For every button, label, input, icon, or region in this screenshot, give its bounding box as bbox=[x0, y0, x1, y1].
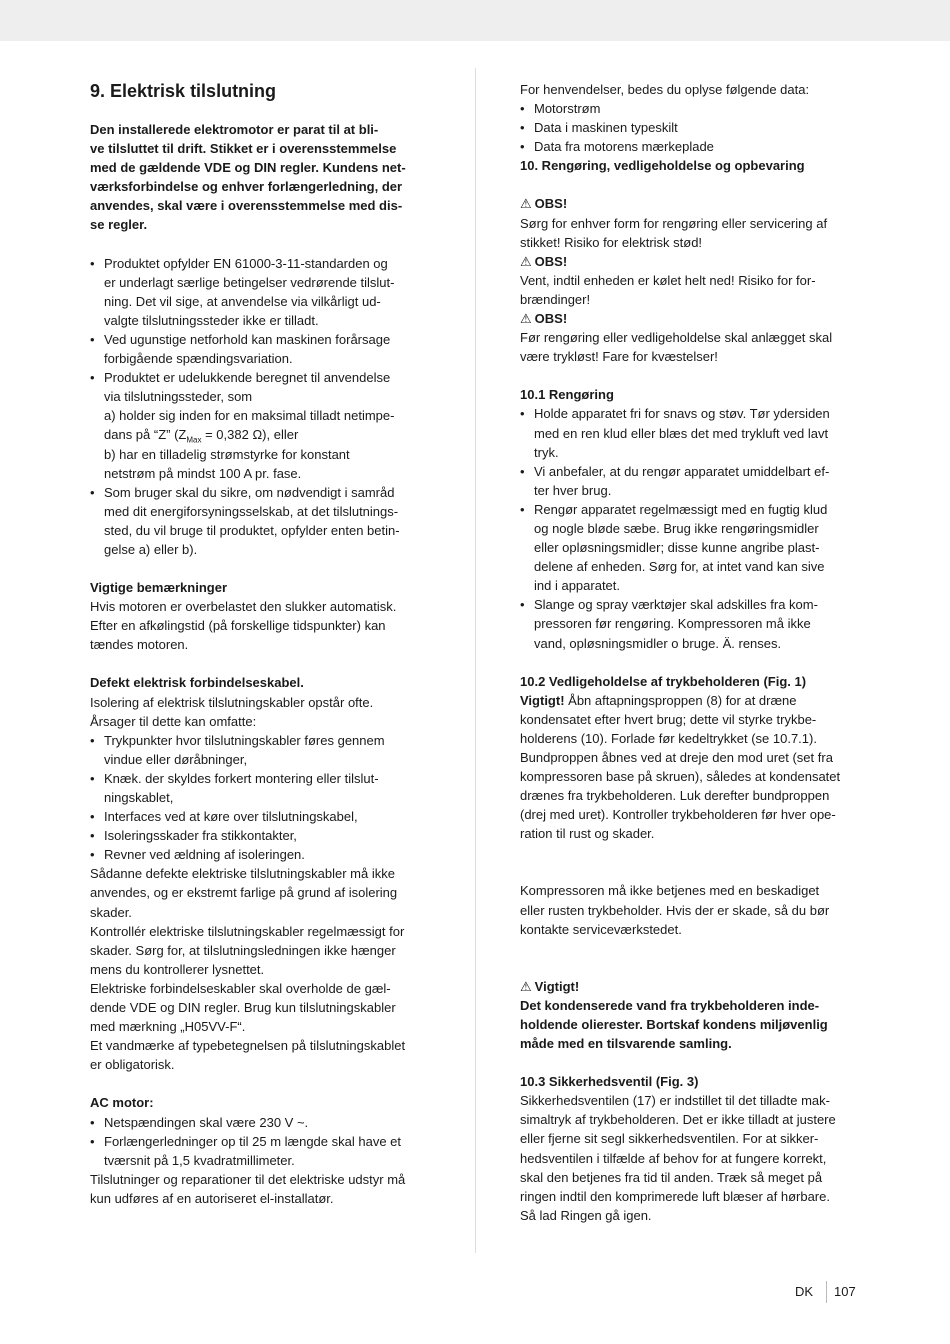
text-line: tværsnit på 1,5 kvadratmillimeter. bbox=[104, 1152, 295, 1168]
text-line: ningskablet, bbox=[104, 790, 174, 805]
left-column bbox=[90, 80, 430, 1208]
list-item: • Som bruger skal du sikre, om nødvendigt i samråd med dit energiforsyningsselskab, at det tilslutnings- sted, du vil bruge til produktet, opfylder enten betin- gelse a) eller b). bbox=[90, 483, 430, 559]
text-line: eller opløsningsmidler; disse kunne angribe plast- bbox=[534, 540, 820, 556]
text-line: Hvis motoren er overbelastet den slukker automatisk. bbox=[90, 599, 397, 615]
text-line: stikket! Risiko for elektrisk stød! bbox=[520, 234, 703, 250]
top-bar bbox=[0, 0, 950, 41]
text-line: hedsventilen i tilfælde af behov for at fungere korrekt, bbox=[520, 1150, 827, 1166]
text-line: sted, du vil bruge til produktet, opfylder enten betin- bbox=[104, 522, 400, 538]
cable-title: Defekt elektrisk forbindelseskabel. bbox=[90, 675, 304, 691]
text-line: Produktet er udelukkende beregnet til anvendelse bbox=[104, 370, 391, 386]
text-line: med mærkning „H05VV-F“. bbox=[90, 1019, 246, 1035]
text-line: Elektriske forbindelseskabler skal overholde de gæl- bbox=[90, 980, 391, 996]
text-line: er underlagt særlige betingelser vedrørende tilslut- bbox=[104, 274, 395, 290]
important-label-text: Vigtigt! bbox=[534, 978, 580, 994]
text-line: med en ren klud eller blæs det med trykluft ved lavt bbox=[534, 425, 829, 441]
text-line: eller fjerne sit segl sikkerhedsventilen. For at sikker- bbox=[520, 1131, 819, 1147]
text-line: tændes motoren. bbox=[90, 637, 189, 653]
text-line: Så lad Ringen gå igen. bbox=[520, 1207, 652, 1223]
list-item: • Trykpunkter hvor tilslutningskabler føres gennem vindue eller døråbninger, bbox=[90, 731, 430, 769]
text-line: tryk. bbox=[534, 444, 559, 460]
warning-triangle-icon: ⚠ bbox=[520, 311, 532, 327]
text-line: Årsager til dette kan omfatte: bbox=[90, 713, 257, 729]
intro-line: værksforbindelse og enhver forlængerledning, der bbox=[90, 179, 403, 195]
impedance-line bbox=[104, 425, 430, 444]
cable-bullets bbox=[90, 731, 430, 865]
text-line: Isolering af elektrisk tilslutningskabler opstår ofte. bbox=[90, 694, 374, 710]
list-item: • Forlængerledninger op til 25 m længde skal have et tværsnit på 1,5 kvadratmillimeter. bbox=[90, 1132, 430, 1170]
section-10-3-title: 10.3 Sikkerhedsventil (Fig. 3) bbox=[520, 1074, 699, 1090]
list-item: • Rengør apparatet regelmæssigt med en fugtig klud og nogle bløde sæbe. Brug ikke rengøringsmidler eller opløsningsmidler; disse kunne angribe plast- delene af enheden. Sørg for, at intet vand kan sive ind i apparatet. bbox=[520, 500, 865, 595]
text-line: Det kondenserede vand fra trykbeholderen inde- bbox=[520, 997, 820, 1013]
text-line: Sørg for enhver form for rengøring eller servicering af bbox=[520, 215, 828, 231]
warning-label bbox=[520, 194, 865, 213]
intro-line: se regler. bbox=[90, 217, 148, 233]
text-line: Kompressoren må ikke betjenes med en beskadiget bbox=[520, 883, 820, 899]
text-line: delene af enheden. Sørg for, at intet vand kan sive bbox=[534, 559, 825, 575]
text-line: kompressoren base på skruen), således at kondensatet bbox=[520, 769, 841, 785]
text-line: Motorstrøm bbox=[534, 101, 601, 117]
text-line: holderens (10). Forlade før kedeltrykket (se 10.7.1). bbox=[520, 730, 817, 746]
text-line: eller rusten trykbeholder. Hvis der er skade, så du bør bbox=[520, 902, 830, 918]
section-10-1-title: 10.1 Rengøring bbox=[520, 387, 614, 403]
text-line: måde med en tilsvarende samling. bbox=[520, 1036, 732, 1052]
text-line: (drej med uret). Kontroller trykbeholderen før hver ope- bbox=[520, 807, 836, 823]
list-item: • Ved ugunstige netforhold kan maskinen forårsage forbigående spændingsvariation. bbox=[90, 330, 430, 368]
text-line: og nogle bløde sæbe. Brug ikke rengøringsmidler bbox=[534, 520, 819, 536]
text-line: kontakte serviceværkstedet. bbox=[520, 921, 682, 937]
intro-line: Den installerede elektromotor er parat til at bli- bbox=[90, 122, 379, 137]
notes-title: Vigtige bemærkninger bbox=[90, 580, 228, 596]
text-line: Knæk. der skyldes forkert montering eller tilslut- bbox=[104, 770, 379, 786]
list-item: • Produktet er udelukkende beregnet til anvendelse via tilslutningssteder, som a) holder sig inden for en maksimal tilladt netimpe- dans på “Z” ($Z_{Max} = 0,382$ Ω), eller b) har en tilladelig strømstyrke for konstant netstrøm på mindst 100 A pr. fase. bbox=[90, 368, 430, 483]
text-line: netstrøm på mindst 100 A pr. fase. bbox=[104, 465, 302, 481]
intro-bold bbox=[90, 120, 430, 235]
text-line: være trykløst! Fare for kvæstelser! bbox=[520, 349, 718, 365]
list-item: • Produktet opfylder EN 61000-3-11-standarden og er underlagt særlige betingelser vedrørende tilslut- ning. Det vil sige, at anvendelse via vilkårligt ud- valgte tilslutningssteder ikke er tilladt. bbox=[90, 254, 430, 330]
text-line: via tilslutningssteder, som bbox=[104, 389, 253, 405]
text-line: mens du kontrollerer lysnettet. bbox=[90, 961, 265, 977]
text-line: ind i apparatet. bbox=[534, 578, 621, 594]
contact-bullets bbox=[520, 99, 865, 156]
subscript: Max bbox=[186, 436, 202, 445]
text-line: skader. Sørg for, at tilslutningsledningen ikke hænger bbox=[90, 942, 396, 958]
list-item: • Netspændingen skal være 230 V ~. bbox=[90, 1113, 430, 1132]
text-line: Tilslutninger og reparationer til det elektriske udstyr må bbox=[90, 1171, 406, 1187]
warning-triangle-icon: ⚠ bbox=[520, 978, 532, 994]
text-line: Som bruger skal du sikre, om nødvendigt i samråd bbox=[104, 484, 395, 500]
text-line: holdende olierester. Bortskaf kondens miljøvenlig bbox=[520, 1016, 828, 1032]
text-line: skader. bbox=[90, 904, 132, 920]
footer-separator bbox=[826, 1281, 827, 1303]
text-line: Efter en afkølingstid (på forskellige tidspunkter) kan bbox=[90, 618, 386, 634]
text-line: Vent, indtil enheden er kølet helt ned! Risiko for for- bbox=[520, 272, 816, 288]
column-divider bbox=[475, 68, 476, 1253]
warning-label-text: OBS! bbox=[534, 311, 568, 327]
right-column bbox=[520, 80, 865, 1225]
text-part: dans på “Z” (Z bbox=[104, 427, 187, 443]
text-line: kondensatet efter hvert brug; dette vil styrke trykbe- bbox=[520, 711, 817, 727]
text-part: Åbn aftapningsproppen (8) for at dræne bbox=[564, 692, 797, 708]
section-10-2-title: 10.2 Vedligeholdelse af trykbeholderen (Fig. 1) bbox=[520, 673, 807, 689]
warning-label bbox=[520, 252, 865, 271]
text-line: skal den betjenes fra tid til anden. Træk så meget på bbox=[520, 1169, 823, 1185]
text-line: Interfaces ved at køre over tilslutningskabel, bbox=[104, 809, 358, 825]
text-line: Netspændingen skal være 230 V ~. bbox=[104, 1114, 309, 1130]
text-line: forbigående spændingsvariation. bbox=[104, 351, 293, 367]
ac-bullets bbox=[90, 1113, 430, 1170]
text-line: Revner ved ældning af isoleringen. bbox=[104, 847, 305, 863]
warning-label-text: OBS! bbox=[534, 196, 568, 212]
text-line: Vi anbefaler, at du rengør apparatet umiddelbart ef- bbox=[534, 463, 830, 479]
text-line: Trykpunkter hvor tilslutningskabler føres gennem bbox=[104, 732, 385, 748]
list-item: • Holde apparatet fri for snavs og støv. Tør ydersiden med en ren klud eller blæs det med trykluft ved lavt tryk. bbox=[520, 404, 865, 461]
list-item: • Motorstrøm bbox=[520, 99, 865, 118]
list-item: • Interfaces ved at køre over tilslutningskabel, bbox=[90, 807, 430, 826]
text-line: b) har en tilladelig strømstyrke for konstant bbox=[104, 446, 350, 462]
text-line: Før rengøring eller vedligeholdelse skal anlægget skal bbox=[520, 330, 833, 346]
text-line: Kontrollér elektriske tilslutningskabler regelmæssigt for bbox=[90, 923, 405, 939]
important-text bbox=[520, 996, 865, 1053]
text-line: Et vandmærke af typebetegnelsen på tilslutningskablet bbox=[90, 1038, 406, 1054]
page-number: 107 bbox=[834, 1284, 856, 1299]
ac-motor-title: AC motor: bbox=[90, 1095, 154, 1111]
list-item: • Isoleringsskader fra stikkontakter, bbox=[90, 826, 430, 845]
text-line: er obligatorisk. bbox=[90, 1057, 175, 1073]
text-line: brændinger! bbox=[520, 291, 591, 307]
connection-bullets bbox=[90, 254, 430, 560]
list-item: • Data i maskinen typeskilt bbox=[520, 118, 865, 137]
section-10-title: 10. Rengøring, vedligeholdelse og opbevaring bbox=[520, 158, 805, 174]
text-line: vindue eller døråbninger, bbox=[104, 751, 248, 767]
important-label bbox=[520, 977, 865, 996]
text-line: kun udføres af en autoriseret el-installatør. bbox=[90, 1190, 334, 1206]
list-item: • Slange og spray værktøjer skal adskilles fra kom- pressoren før rengøring. Kompressoren må ikke vand, opløsningsmidler o bruge. Ä. renses. bbox=[520, 595, 865, 652]
text-line: Rengør apparatet regelmæssigt med en fugtig klud bbox=[534, 501, 828, 517]
warning-label bbox=[520, 309, 865, 328]
text-line: vand, opløsningsmidler o bruge. Ä. renses. bbox=[534, 635, 782, 651]
text-line: pressoren før rengøring. Kompressoren må ikke bbox=[534, 616, 811, 632]
text-line: ning. Det vil sige, at anvendelse via vilkårligt ud- bbox=[104, 293, 381, 309]
text-line: Isoleringsskader fra stikkontakter, bbox=[104, 828, 297, 844]
section-9-heading: 9. Elektrisk tilslutning bbox=[90, 81, 277, 101]
text-line: gelse a) eller b). bbox=[104, 541, 198, 557]
text-line: Data i maskinen typeskilt bbox=[534, 120, 678, 136]
text-line: a) holder sig inden for en maksimal tilladt netimpe- bbox=[104, 408, 395, 424]
list-item: • Revner ved ældning af isoleringen. bbox=[90, 845, 430, 864]
intro-line: med de gældende VDE og DIN regler. Kundens net- bbox=[90, 160, 406, 176]
cleaning-bullets bbox=[520, 404, 865, 652]
list-item: • Data fra motorens mærkeplade bbox=[520, 137, 865, 156]
text-line: Sikkerhedsventilen (17) er indstillet til det tilladte mak- bbox=[520, 1093, 830, 1109]
text-line: Sådanne defekte elektriske tilslutningskabler må ikke bbox=[90, 866, 395, 882]
text-line: Slange og spray værktøjer skal adskilles fra kom- bbox=[534, 597, 818, 613]
text-line: simaltryk af trykbeholderen. Det er ikke tilladt at justere bbox=[520, 1112, 836, 1128]
text-line: Forlængerledninger op til 25 m længde skal have et bbox=[104, 1133, 402, 1149]
text-part: = 0,382 Ω), eller bbox=[201, 427, 299, 443]
contact-intro: For henvendelser, bedes du oplyse følgende data: bbox=[520, 82, 810, 97]
text-line: dende VDE og DIN regler. Brug kun tilslutningskabler bbox=[90, 1000, 396, 1016]
warning-triangle-icon: ⚠ bbox=[520, 196, 532, 212]
list-item: • Knæk. der skyldes forkert montering eller tilslut- ningskablet, bbox=[90, 769, 430, 807]
warning-label-text: OBS! bbox=[534, 253, 568, 269]
text-line: ter hver brug. bbox=[534, 482, 612, 498]
text-line: Holde apparatet fri for snavs og støv. Tør ydersiden bbox=[534, 406, 830, 422]
intro-line: ve tilsluttet til drift. Stikket er i overensstemmelse bbox=[90, 141, 397, 157]
text-line: ringen indtil den komprimerede luft blæser af hørbare. bbox=[520, 1188, 830, 1204]
text-line: drænes fra trykbeholderen. Luk derefter bundproppen bbox=[520, 788, 830, 804]
important-lead: Vigtigt! bbox=[520, 692, 565, 708]
text-line: ration til rust og skader. bbox=[520, 826, 655, 842]
text-line: anvendes, og er ekstremt farlige på grund af isolering bbox=[90, 885, 398, 901]
text-line: Bundproppen åbnes ved at dreje den mod uret (set fra bbox=[520, 750, 833, 765]
text-line: med dit energiforsyningsselskab, at det tilslutnings- bbox=[104, 503, 399, 519]
warning-triangle-icon: ⚠ bbox=[520, 253, 532, 269]
text-line: Data fra motorens mærkeplade bbox=[534, 139, 714, 155]
text-line: valgte tilslutningssteder ikke er tilladt. bbox=[104, 312, 319, 328]
footer-language: DK bbox=[795, 1284, 814, 1299]
s102-first-line bbox=[520, 691, 865, 710]
text-line: Ved ugunstige netforhold kan maskinen forårsage bbox=[104, 331, 391, 347]
text-line: Produktet opfylder EN 61000-3-11-standarden og bbox=[104, 255, 388, 271]
list-item: • Vi anbefaler, at du rengør apparatet umiddelbart ef- ter hver brug. bbox=[520, 462, 865, 500]
intro-line: anvendes, skal være i overensstemmelse med dis- bbox=[90, 198, 403, 214]
